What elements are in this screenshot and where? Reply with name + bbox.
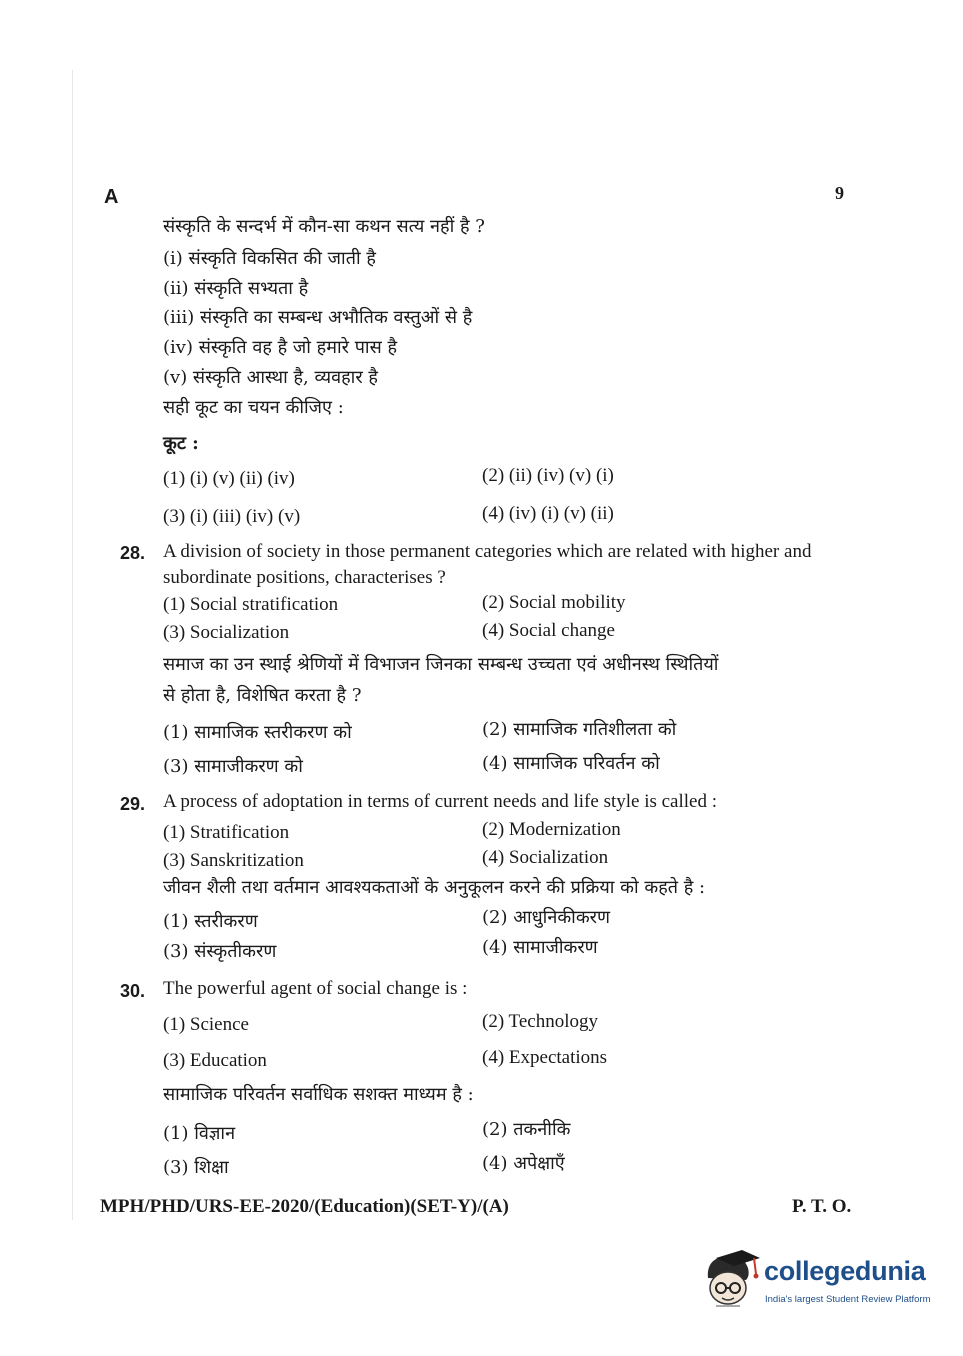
q28-option-4: (4) Social change [482, 620, 615, 641]
q30-option-hi-1: (1) विज्ञान [163, 1123, 236, 1144]
q27-option-4: (4) (iv) (i) (v) (ii) [482, 503, 614, 524]
q28-option-hi-1: (1) सामाजिक स्तरीकरण को [163, 722, 352, 743]
q28-option-3: (3) Socialization [163, 622, 290, 643]
q30-number: 30. [120, 981, 146, 1001]
q28-option-1: (1) Social stratification [163, 594, 339, 615]
q29-option-hi-1: (1) स्तरीकरण [163, 911, 258, 932]
q30-option-hi-3: (3) शिक्षा [163, 1157, 229, 1178]
q30-option-2: (2) Technology [482, 1011, 598, 1032]
q27-statement: (v) संस्कृति आस्था है, व्यवहार है [163, 367, 378, 388]
q27-option-1: (1) (i) (v) (ii) (iv) [163, 468, 295, 489]
q28-number: 28. [120, 543, 146, 563]
page-number: 9 [835, 183, 844, 203]
pto-label: P. T. O. [792, 1196, 852, 1217]
q30-option-4: (4) Expectations [482, 1047, 608, 1068]
set-letter: A [104, 186, 119, 208]
q27-statement: (iv) संस्कृति वह है जो हमारे पास है [163, 337, 398, 358]
q30-stem: The powerful agent of social change is : [163, 978, 468, 999]
q29-option-hi-3: (3) संस्कृतीकरण [163, 941, 277, 962]
q28-stem: subordinate positions, characterises ? [163, 567, 446, 588]
q30-option-3: (3) Education [163, 1050, 267, 1071]
q29-option-2: (2) Modernization [482, 819, 621, 840]
q27-statement: (ii) संस्कृति सभ्यता है [163, 278, 309, 299]
q27-instruction: सही कूट का चयन कीजिए : [163, 397, 344, 418]
logo-wordmark: collegedunia [764, 1256, 926, 1286]
q30-option-hi-2: (2) तकनीकि [482, 1119, 571, 1140]
paper-code: MPH/PHD/URS-EE-2020/(Education)(SET-Y)/(A) [100, 1196, 509, 1217]
q30-stem-hi: सामाजिक परिवर्तन सर्वाधिक सशक्त माध्यम है : [163, 1084, 474, 1105]
q27-stem: संस्कृति के सन्दर्भ में कौन-सा कथन सत्य नहीं है ? [163, 216, 485, 237]
q28-stem-hi: समाज का उन स्थाई श्रेणियों में विभाजन जिनका सम्बन्ध उच्चता एवं अधीनस्थ स्थितियों [163, 654, 719, 675]
q29-number: 29. [120, 794, 146, 814]
q27-code-label: कूट : [163, 433, 199, 454]
q27-statement: (i) संस्कृति विकसित की जाती है [163, 248, 376, 269]
collegedunia-logo [702, 1248, 932, 1318]
q28-stem: A division of society in those permanent categories which are related with higher and [163, 541, 812, 562]
logo-tagline: India's largest Student Review Platform [765, 1294, 931, 1305]
q27-option-2: (2) (ii) (iv) (v) (i) [482, 465, 614, 486]
q29-stem: A process of adoptation in terms of current needs and life style is called : [163, 791, 718, 812]
q29-option-hi-4: (4) सामाजीकरण [482, 937, 598, 958]
q29-option-3: (3) Sanskritization [163, 850, 304, 871]
page-edge [72, 70, 73, 1220]
q28-option-hi-3: (3) सामाजीकरण को [163, 756, 303, 777]
mascot-icon [702, 1248, 764, 1318]
q29-option-1: (1) Stratification [163, 822, 290, 843]
q29-option-4: (4) Socialization [482, 847, 609, 868]
q28-option-hi-2: (2) सामाजिक गतिशीलता को [482, 719, 677, 740]
q29-stem-hi: जीवन शैली तथा वर्तमान आवश्यकताओं के अनुकूलन करने की प्रक्रिया को कहते है : [163, 877, 706, 898]
q28-option-hi-4: (4) सामाजिक परिवर्तन को [482, 753, 660, 774]
q30-option-hi-4: (4) अपेक्षाएँ [482, 1153, 565, 1174]
q29-option-hi-2: (2) आधुनिकीकरण [482, 907, 611, 928]
q27-statement: (iii) संस्कृति का सम्बन्ध अभौतिक वस्तुओं से है [163, 307, 473, 328]
q28-option-2: (2) Social mobility [482, 592, 626, 613]
q30-option-1: (1) Science [163, 1014, 249, 1035]
q28-stem-hi: से होता है, विशेषित करता है ? [163, 685, 362, 706]
q27-option-3: (3) (i) (iii) (iv) (v) [163, 506, 301, 527]
